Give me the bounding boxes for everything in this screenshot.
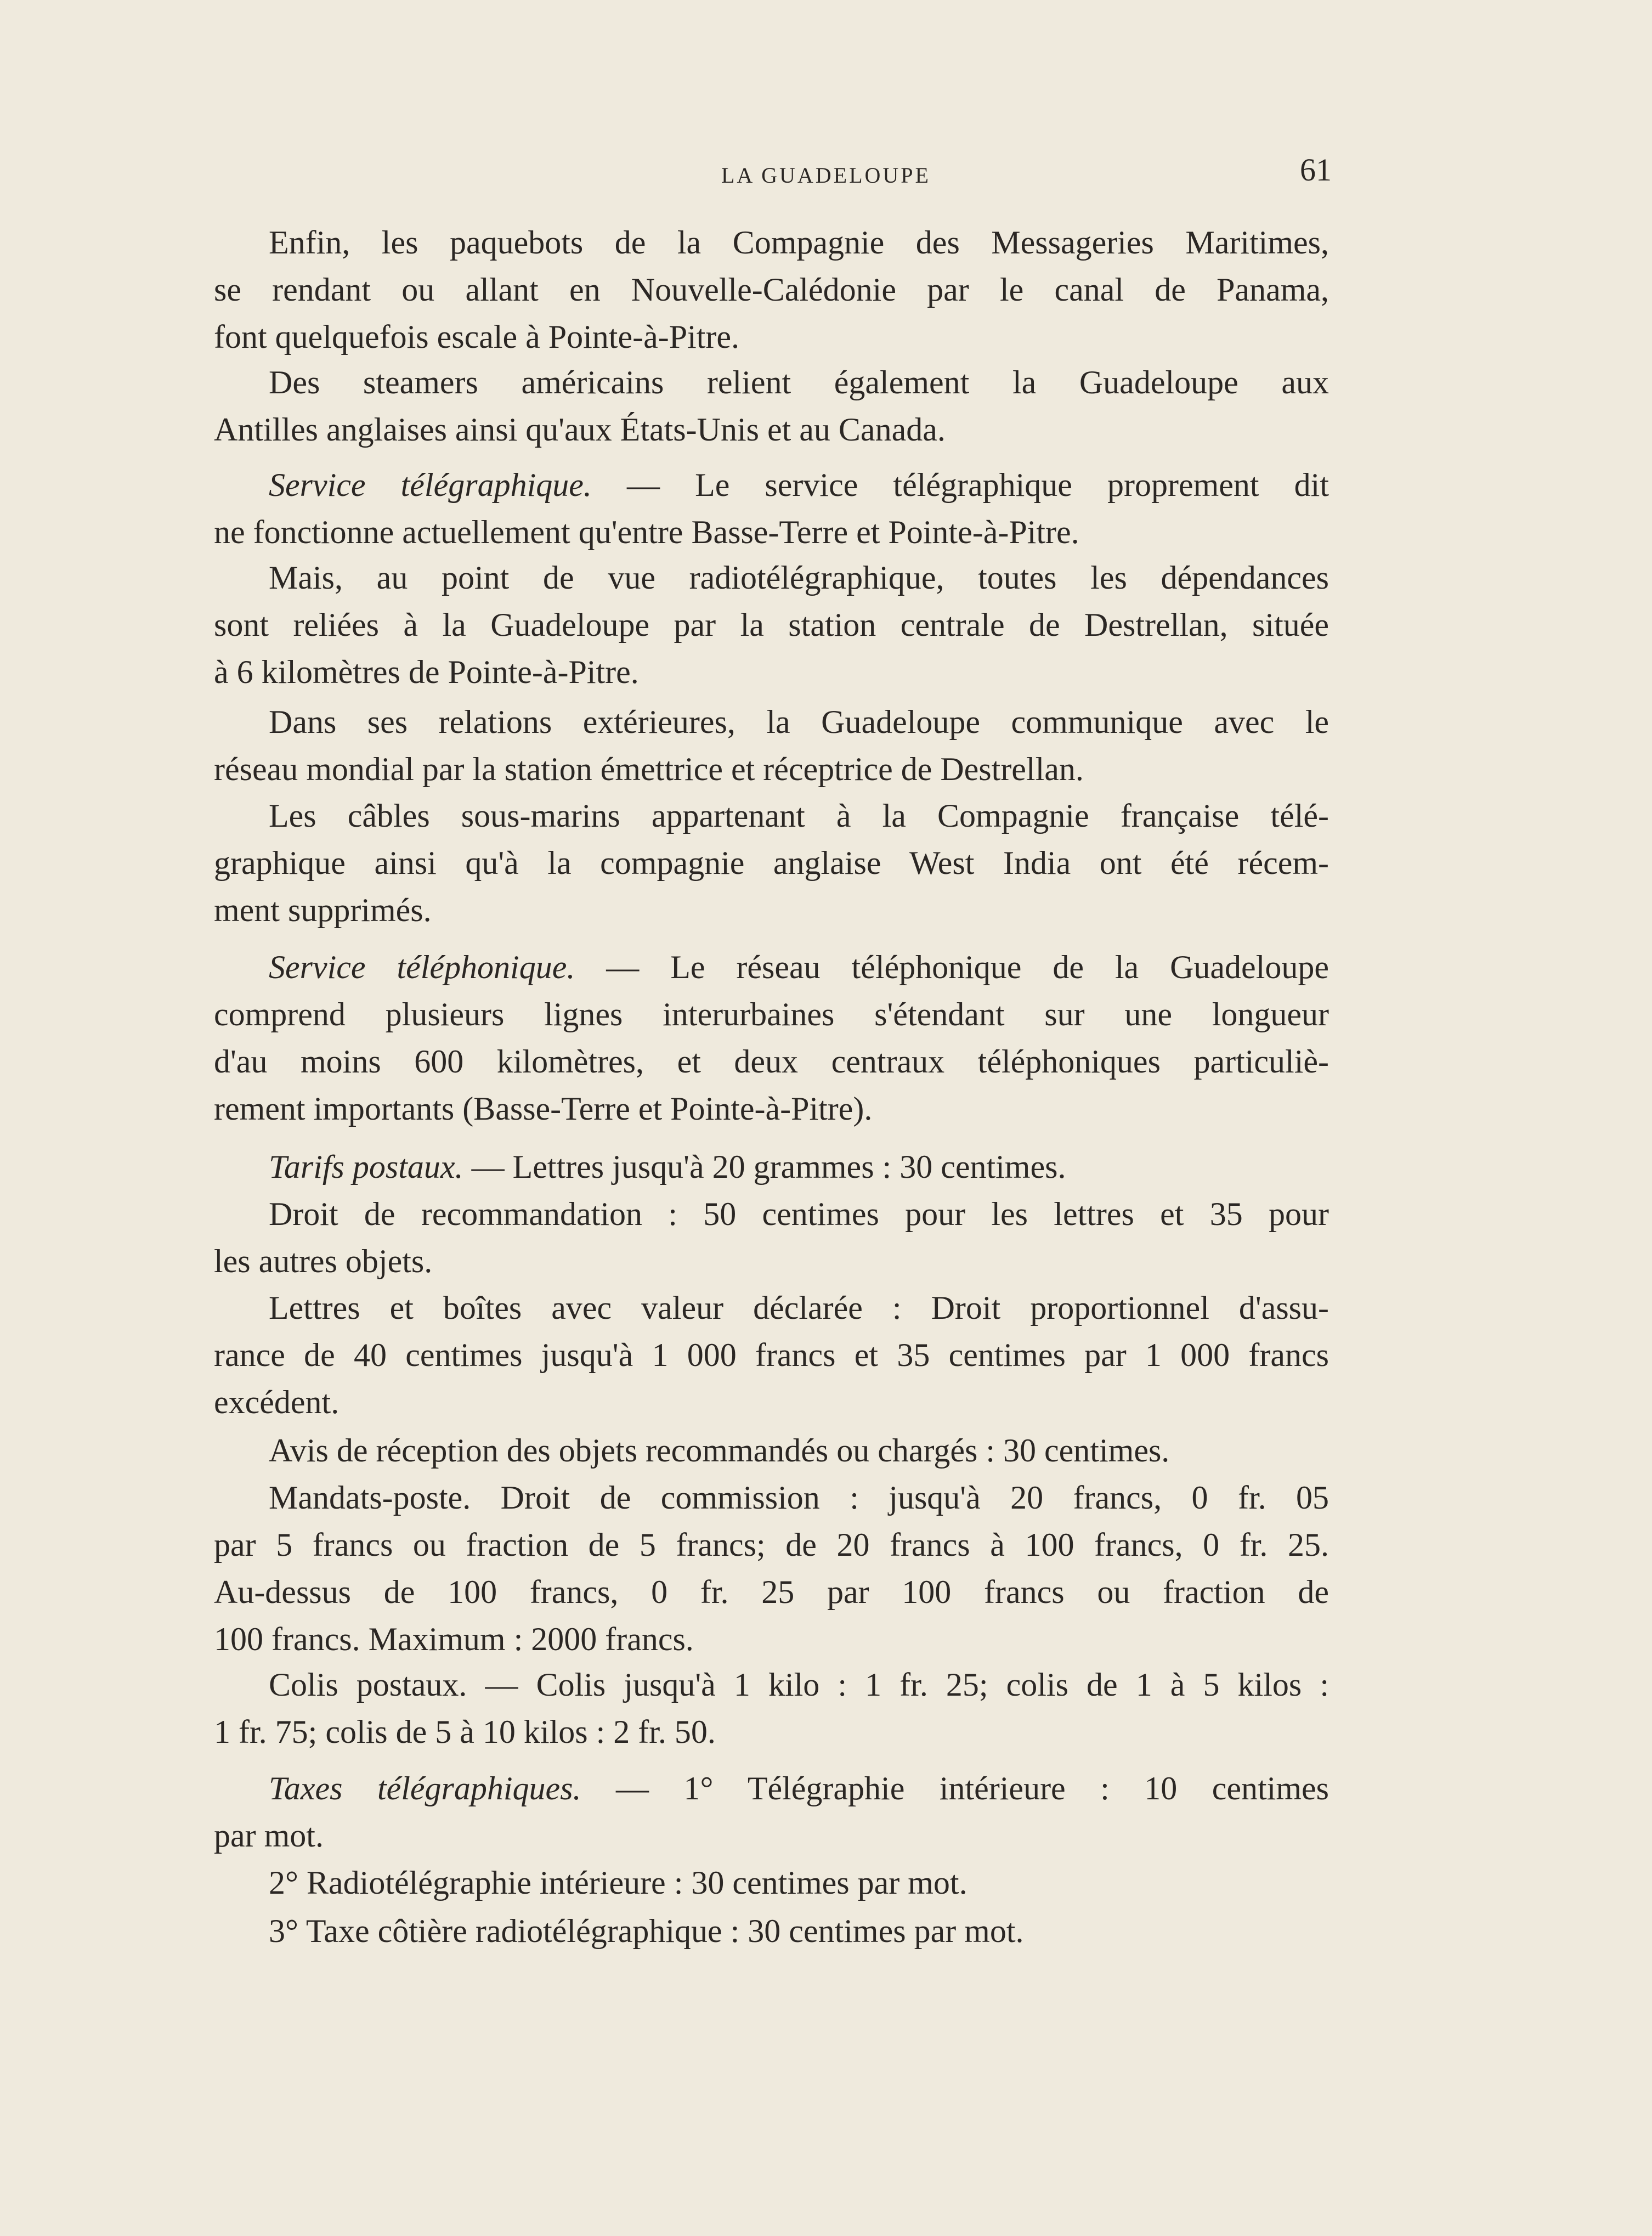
text-line [214, 1143, 1329, 1190]
text-line [214, 1708, 1329, 1755]
line-text: par 5 francs ou fraction de 5 francs; de 20 francs à 100 francs, 0 fr. 25. [214, 1527, 1329, 1563]
paragraph [214, 792, 1329, 934]
line-text: Dans ses relations extérieures, la Guadeloupe communique avec le [269, 704, 1329, 740]
line-text: Avis de réception des objets recommandés ou chargés : 30 centimes. [269, 1432, 1170, 1469]
line-text: 1 fr. 75; colis de 5 à 10 kilos : 2 fr. 50. [214, 1714, 716, 1750]
text-line [214, 839, 1329, 887]
text-line [214, 1085, 1329, 1132]
line-text: ne fonctionne actuellement qu'entre Basse-Terre et Pointe-à-Pitre. [214, 514, 1079, 550]
text-line [214, 698, 1329, 746]
text-line [214, 1661, 1329, 1708]
line-text: Au-dessus de 100 francs, 0 fr. 25 par 100 francs ou fraction de [214, 1574, 1329, 1610]
text-line [214, 406, 1329, 453]
line-text: — 1° Télégraphie intérieure : 10 centimes [581, 1770, 1329, 1806]
text-line [214, 944, 1329, 991]
text-line [214, 1616, 1329, 1663]
page-number: 61 [1300, 152, 1332, 188]
line-text: par mot. [214, 1817, 324, 1854]
line-text: excédent. [214, 1384, 340, 1420]
text-line [214, 313, 1329, 360]
line-text: Droit de recommandation : 50 centimes pour les lettres et 35 pour [269, 1196, 1329, 1232]
line-text: rance de 40 centimes jusqu'à 1 000 francs et 35 centimes par 1 000 francs [214, 1337, 1329, 1373]
text-line [214, 887, 1329, 934]
line-text: — Le réseau téléphonique de la Guadeloupe [575, 949, 1329, 985]
text-line [214, 991, 1329, 1038]
paragraph [214, 1143, 1329, 1190]
section-heading: Service télégraphique. [269, 467, 592, 503]
text-line [214, 1907, 1329, 1955]
line-text: 100 francs. Maximum : 2000 francs. [214, 1621, 694, 1657]
paragraph [214, 698, 1329, 793]
text-line [214, 461, 1329, 509]
text-line [214, 1521, 1329, 1568]
text-line [214, 1859, 1329, 1906]
line-text: graphique ainsi qu'à la compagnie anglaise West India ont été récem- [214, 845, 1329, 881]
line-text: réseau mondial par la station émettrice et réceptrice de Destrellan. [214, 751, 1084, 787]
text-line [214, 1812, 1329, 1859]
line-text: d'au moins 600 kilomètres, et deux centraux téléphoniques particuliè- [214, 1043, 1329, 1080]
line-text: font quelquefois escale à Pointe-à-Pitre. [214, 319, 740, 355]
line-text: Colis postaux. — Colis jusqu'à 1 kilo : 1 fr. 25; colis de 1 à 5 kilos : [269, 1667, 1329, 1703]
paragraph [214, 1907, 1329, 1955]
paragraph [214, 1190, 1329, 1285]
line-text: 3° Taxe côtière radiotélégraphique : 30 centimes par mot. [269, 1913, 1024, 1949]
line-text: Les câbles sous-marins appartenant à la Compagnie française télé- [269, 798, 1329, 834]
line-text: Antilles anglaises ainsi qu'aux États-Unis et au Canada. [214, 411, 946, 448]
text-line [214, 1038, 1329, 1085]
line-text: — Lettres jusqu'à 20 grammes : 30 centimes. [463, 1149, 1066, 1185]
paragraph [214, 359, 1329, 453]
text-line [214, 792, 1329, 839]
running-title: LA GUADELOUPE [721, 163, 931, 188]
line-text: à 6 kilomètres de Pointe-à-Pitre. [214, 654, 639, 690]
paragraph [214, 944, 1329, 1132]
line-text: les autres objets. [214, 1243, 433, 1279]
text-line [214, 746, 1329, 793]
text-line [214, 1427, 1329, 1474]
text-line [214, 266, 1329, 313]
text-line [214, 1474, 1329, 1521]
text-line [214, 554, 1329, 601]
text-line [214, 601, 1329, 648]
paragraph [214, 1765, 1329, 1859]
line-text: Lettres et boîtes avec valeur déclarée : Droit proportionnel d'assu- [269, 1290, 1329, 1326]
text-line [214, 359, 1329, 406]
paragraph [214, 1474, 1329, 1663]
line-text: rement importants (Basse-Terre et Pointe-à-Pitre). [214, 1091, 873, 1127]
paragraph [214, 1859, 1329, 1906]
text-line [214, 1765, 1329, 1812]
section-heading: Tarifs postaux. [269, 1149, 463, 1185]
line-text: — Le service télégraphique proprement dit [591, 467, 1329, 503]
paragraph [214, 461, 1329, 556]
text-line [214, 1568, 1329, 1616]
text-line [214, 1284, 1329, 1331]
text-line [214, 1238, 1329, 1285]
paragraph [214, 1661, 1329, 1755]
text-line [214, 648, 1329, 696]
line-text: comprend plusieurs lignes interurbaines s'étendant sur une longueur [214, 996, 1329, 1032]
text-line [214, 1331, 1329, 1379]
paragraph [214, 554, 1329, 696]
text-line [214, 509, 1329, 556]
text-line [214, 1379, 1329, 1426]
line-text: sont reliées à la Guadeloupe par la station centrale de Destrellan, située [214, 607, 1329, 643]
line-text: Mandats-poste. Droit de commission : jusqu'à 20 francs, 0 fr. 05 [269, 1480, 1329, 1516]
line-text: se rendant ou allant en Nouvelle-Calédonie par le canal de Panama, [214, 272, 1329, 308]
line-text: 2° Radiotélégraphie intérieure : 30 centimes par mot. [269, 1865, 968, 1901]
line-text: Mais, au point de vue radiotélégraphique, toutes les dépendances [269, 560, 1329, 596]
text-line [214, 219, 1329, 266]
paragraph [214, 1284, 1329, 1426]
section-heading: Service téléphonique. [269, 949, 575, 985]
paragraph [214, 219, 1329, 360]
line-text: Enfin, les paquebots de la Compagnie des Messageries Maritimes, [269, 224, 1329, 261]
line-text: ment supprimés. [214, 892, 432, 928]
paragraph [214, 1427, 1329, 1474]
line-text: Des steamers américains relient également la Guadeloupe aux [269, 364, 1329, 400]
text-line [214, 1190, 1329, 1238]
section-heading: Taxes télégraphiques. [269, 1770, 581, 1806]
